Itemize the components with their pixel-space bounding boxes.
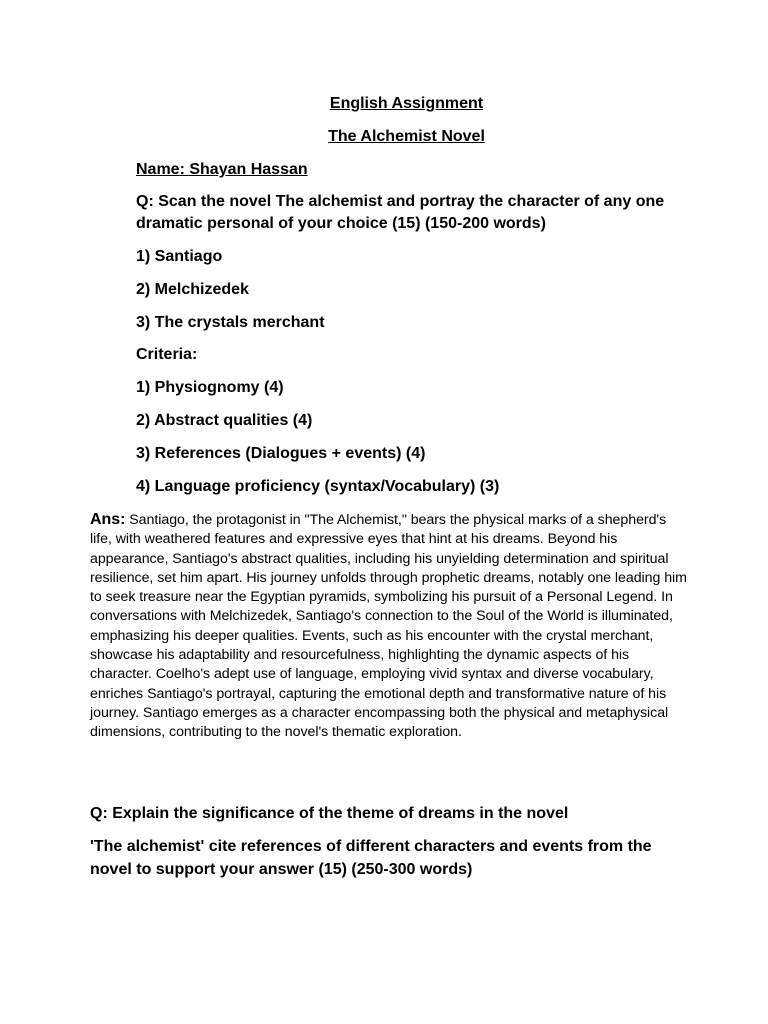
document-subtitle: The Alchemist Novel xyxy=(328,128,485,145)
question-2-line-2: 'The alchemist' cite references of different characters and events from the novel to support your answer (15) (250-300 words) xyxy=(90,838,652,878)
option-1: 1) Santiago xyxy=(136,248,223,265)
question-2-line-1: Q: Explain the significance of the theme of dreams in the novel xyxy=(90,805,569,822)
criteria-4: 4) Language proficiency (syntax/Vocabulary) (3) xyxy=(136,478,500,495)
criteria-label: Criteria: xyxy=(136,346,198,363)
criteria-3: 3) References (Dialogues + events) (4) xyxy=(136,445,426,462)
answer-text: Santiago, the protagonist in "The Alchemist," bears the physical marks of a shepherd's life, with weathered features and expressive eyes that hint at his dreams. Beyond his appearance, Santiago's abstract qualities, including his unyielding determination and spiritual resilience, set him apart. His journey unfolds through prophetic dreams, notably one leading him to seek treasure near the Egyptian pyramids, symbolizing his pursuit of a Personal Legend. In conversations with Melchizedek, Santiago's connection to the Soul of the World is illuminated, emphasizing his deeper qualities. Events, such as his encounter with the crystal merchant, showcase his adaptability and resourcefulness, highlighting the dynamic aspects of his character. Coelho's adept use of language, employing vivid syntax and diverse vocabulary, enriches Santiago's portrayal, capturing the emotional depth and transformative nature of his journey. Santiago emerges as a character encompassing both the physical and metaphysical dimensions, contributing to the novel's thematic exploration. xyxy=(90,512,687,741)
answer-1 xyxy=(90,510,690,743)
option-3: 3) The crystals merchant xyxy=(136,314,325,331)
option-2: 2) Melchizedek xyxy=(136,281,249,298)
student-name: Name: Shayan Hassan xyxy=(136,161,308,178)
question-1: Q: Scan the novel The alchemist and portray the character of any one dramatic personal of your choice (15) (150-200 words) xyxy=(136,193,665,232)
criteria-1: 1) Physiognomy (4) xyxy=(136,379,284,396)
criteria-2: 2) Abstract qualities (4) xyxy=(136,412,313,429)
document-title: English Assignment xyxy=(329,95,484,112)
answer-label: Ans: xyxy=(90,511,126,528)
